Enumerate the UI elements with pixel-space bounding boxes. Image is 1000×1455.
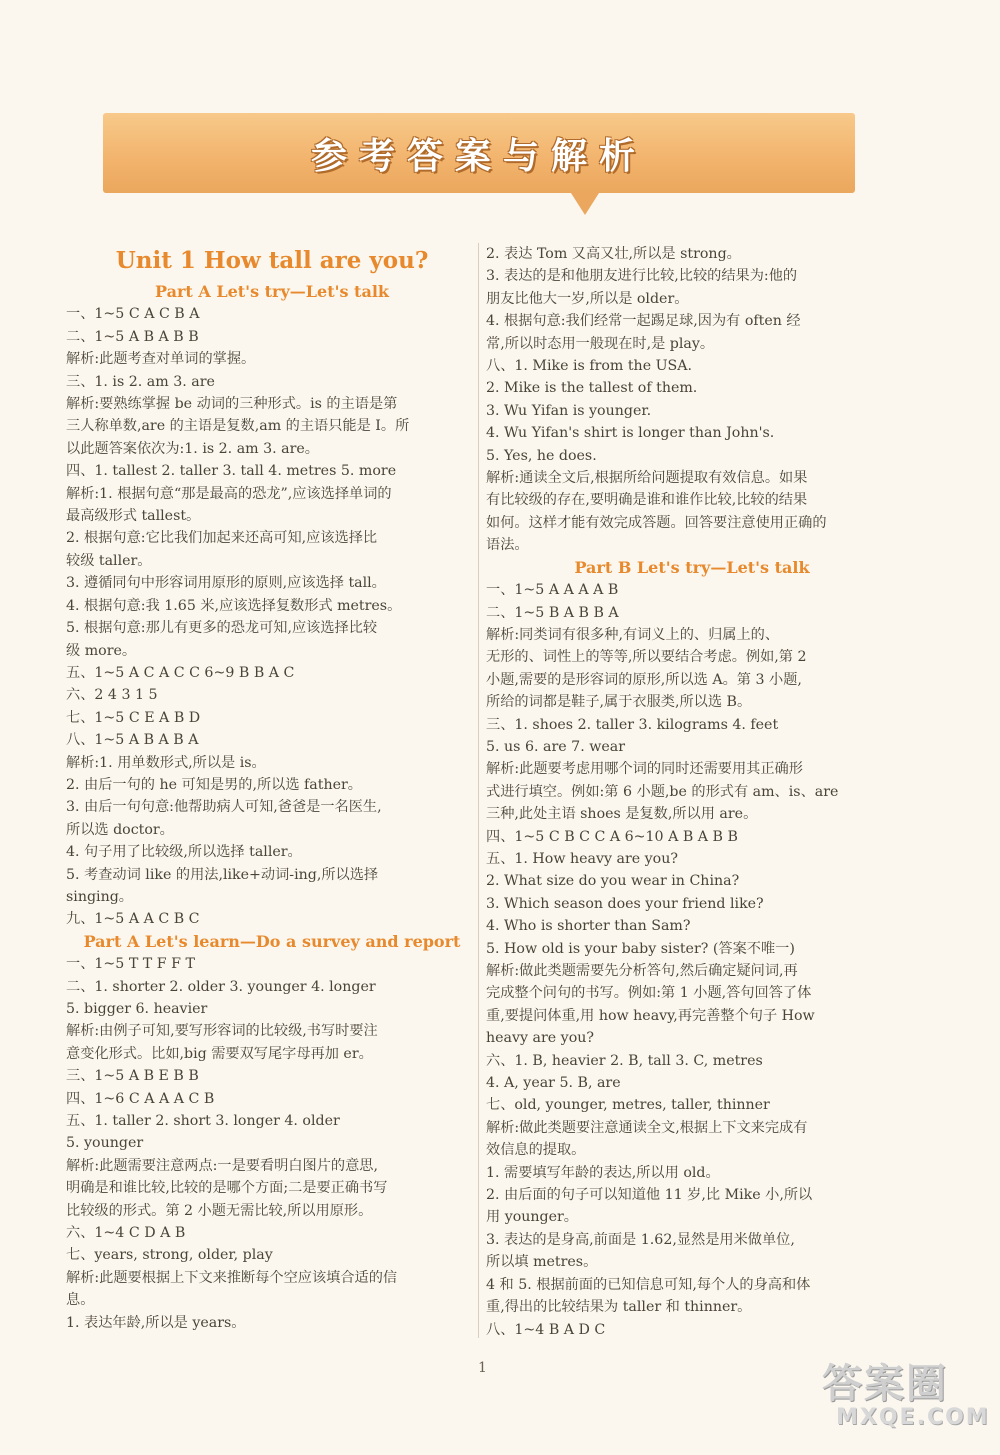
answer-line: 5. younger bbox=[66, 1135, 144, 1152]
answer-line: 五、1~5 A C A C C 6~9 B B A C bbox=[66, 664, 295, 681]
answer-line: 2. Mike is the tallest of them. bbox=[486, 380, 698, 397]
answer-line: 解析:做此类题需要先分析答句,然后确定疑问词,再 bbox=[486, 963, 798, 979]
answer-line: 语法。 bbox=[486, 537, 529, 554]
answer-line: 3. 遵循同句中形容词用原形的原则,应该选择 tall。 bbox=[66, 575, 386, 592]
answer-line: 比较级的形式。第 2 小题无需比较,所以用原形。 bbox=[66, 1202, 373, 1219]
answer-line: 七、old, younger, metres, taller, thinner bbox=[486, 1097, 770, 1114]
answer-line: 五、1. How heavy are you? bbox=[486, 850, 678, 867]
answer-line: 八、1~5 A B A B A bbox=[66, 732, 199, 749]
banner-title: 参考答案与解析 bbox=[310, 135, 647, 177]
answer-line: 一、1~5 A A A A B bbox=[486, 582, 619, 599]
answer-line: 二、1~5 B A B B A bbox=[486, 604, 619, 621]
answer-line: 无形的、词性上的等等,所以要结合考虑。例如,第 2 bbox=[486, 649, 807, 666]
answer-line: 4. A, year 5. B, are bbox=[486, 1075, 621, 1092]
answer-line: 解析:要熟练掌握 be 动词的三种形式。is 的主语是第 bbox=[66, 396, 398, 413]
answer-line: 如何。这样才能有效完成答题。回答要注意使用正确的 bbox=[486, 514, 827, 531]
answer-line: 四、1~5 C B C C A 6~10 A B A B B bbox=[486, 828, 738, 845]
answer-line: 4. 句子用了比较级,所以选择 taller。 bbox=[66, 844, 302, 861]
answer-line: singing。 bbox=[66, 888, 133, 905]
answer-line: 解析:此题要考虑用哪个词的同时还需要用其正确形 bbox=[486, 761, 803, 778]
unit-title: Unit 1 How tall are you? bbox=[115, 247, 429, 274]
answer-line: 3. 由后一句句意:他帮助病人可知,爸爸是一名医生, bbox=[66, 799, 382, 816]
banner-pointer bbox=[571, 193, 599, 215]
answer-line: 解析:此题要根据上下文来推断每个空应该填合适的信 bbox=[66, 1269, 398, 1286]
answer-line: 5. 考查动词 like 的用法,like+动词-ing,所以选择 bbox=[66, 866, 379, 883]
answer-line: 5. us 6. are 7. wear bbox=[486, 738, 625, 755]
answer-line: 3. Which season does your friend like? bbox=[486, 895, 764, 912]
answer-line: 2. 由后一句的 he 可知是男的,所以选 father。 bbox=[66, 776, 362, 793]
answer-line: 三人称单数,are 的主语是复数,am 的主语只能是 I。所 bbox=[66, 418, 410, 435]
answer-line: 5. How old is your baby sister? (答案不唯一) bbox=[486, 940, 795, 957]
answer-line: 级 more。 bbox=[66, 642, 137, 659]
answer-line: 九、1~5 A A C B C bbox=[66, 911, 200, 928]
answer-line: 一、1~5 C A C B A bbox=[66, 306, 200, 323]
answer-block-part-a-learn bbox=[66, 953, 478, 1334]
right-column bbox=[486, 243, 898, 1341]
section-title-part-a-talk: Part A Let's try—Let's talk bbox=[155, 282, 389, 301]
answer-line: 解析:通读全文后,根据所给问题提取有效信息。如果 bbox=[486, 470, 808, 487]
answer-line: 六、1. B, heavier 2. B, tall 3. C, metres bbox=[486, 1052, 763, 1069]
answer-line: 四、1~6 C A A A C B bbox=[66, 1090, 215, 1107]
answer-line: 4. Wu Yifan's shirt is longer than John's. bbox=[486, 425, 775, 442]
answer-block-continued bbox=[486, 243, 898, 557]
answer-line: 六、1~4 C D A B bbox=[66, 1225, 186, 1242]
answer-line: 1. 需要填写年龄的表达,所以用 old。 bbox=[486, 1164, 720, 1181]
page-number: 1 bbox=[478, 1360, 487, 1376]
answer-line: 四、1. tallest 2. taller 3. tall 4. metres 5. more bbox=[66, 463, 397, 480]
answer-line: 解析:由例子可知,要写形容词的比较级,书写时要注 bbox=[66, 1023, 378, 1040]
answer-line: 六、2 4 3 1 5 bbox=[66, 687, 158, 704]
answer-line: 3. 表达的是和他朋友进行比较,比较的结果为:他的 bbox=[486, 268, 798, 285]
answer-line: 重,要提问体重,用 how heavy,再完善整个句子 How bbox=[486, 1007, 815, 1024]
answer-line: heavy are you? bbox=[486, 1030, 594, 1047]
answer-line: 式进行填空。例如:第 6 小题,be 的形式有 am、is、are bbox=[486, 783, 839, 800]
answer-line: 4. 根据句意:我 1.65 米,应该选择复数形式 metres。 bbox=[66, 597, 402, 614]
answer-line: 明确是和谁比较,比较的是哪个方面;二是要正确书写 bbox=[66, 1180, 388, 1197]
watermark-logo: 答案圈 bbox=[822, 1361, 948, 1407]
answer-line: 所给的词都是鞋子,属于衣服类,所以选 B。 bbox=[486, 694, 752, 711]
answer-line: 三、1~5 A B E B B bbox=[66, 1068, 199, 1085]
answer-line: 所以选 doctor。 bbox=[66, 821, 174, 838]
answer-line: 最高级形式 tallest。 bbox=[66, 508, 201, 525]
answer-line: 解析:此题需要注意两点:一是要看明白图片的意思, bbox=[66, 1157, 379, 1174]
answer-line: 三种,此处主语 shoes 是复数,所以用 are。 bbox=[486, 806, 758, 823]
watermark bbox=[822, 1352, 992, 1448]
answer-line: 5. bigger 6. heavier bbox=[66, 1001, 208, 1017]
answer-line: 完成整个问句的书写。例如:第 1 小题,答句回答了体 bbox=[486, 985, 812, 1002]
answer-line: 解析:做此类题要注意通读全文,根据上下文来完成有 bbox=[486, 1119, 808, 1136]
left-column bbox=[66, 243, 478, 1334]
answer-line: 4. 根据句意:我们经常一起踢足球,因为有 often 经 bbox=[486, 313, 801, 330]
answer-line: 2. 表达 Tom 又高又壮,所以是 strong。 bbox=[486, 246, 741, 262]
section-title-part-a-learn: Part A Let's learn—Do a survey and report bbox=[83, 931, 461, 951]
watermark-url: MXQE.COM bbox=[836, 1405, 990, 1430]
answer-line: 一、1~5 T T F F T bbox=[66, 956, 195, 973]
answer-line: 七、years, strong, older, play bbox=[66, 1247, 273, 1264]
answer-line: 小题,需要的是形容词的原形,所以选 A。第 3 小题, bbox=[486, 671, 802, 688]
answer-line: 4 和 5. 根据前面的已知信息可知,每个人的身高和体 bbox=[486, 1276, 811, 1293]
answer-line: 解析:此题考查对单词的掌握。 bbox=[66, 351, 256, 368]
answer-line: 较级 taller。 bbox=[66, 552, 152, 569]
answer-line: 二、1~5 A B A B B bbox=[66, 328, 199, 345]
answer-block-part-b-talk bbox=[486, 579, 898, 1341]
title-banner bbox=[103, 113, 855, 193]
answer-line: 解析:同类词有很多种,有词义上的、归属上的、 bbox=[486, 626, 780, 643]
section-title-part-b-talk: Part B Let's try—Let's talk bbox=[574, 557, 810, 577]
answer-line: 常,所以时态用一般现在时,是 play。 bbox=[486, 335, 715, 352]
answer-line: 七、1~5 C E A B D bbox=[66, 709, 201, 726]
answer-block-part-a-talk bbox=[66, 303, 478, 930]
column-divider bbox=[478, 243, 479, 1338]
answer-line: 1. 表达年龄,所以是 years。 bbox=[66, 1314, 246, 1331]
answer-line: 5. Yes, he does. bbox=[486, 447, 597, 464]
answer-line: 息。 bbox=[66, 1292, 95, 1309]
answer-line: 5. 根据句意:那儿有更多的恐龙可知,应该选择比较 bbox=[66, 620, 378, 637]
answer-line: 重,得出的比较结果为 taller 和 thinner。 bbox=[486, 1299, 752, 1316]
answer-line: 解析:1. 根据句意“那是最高的恐龙”,应该选择单词的 bbox=[66, 485, 392, 502]
answer-line: 五、1. taller 2. short 3. longer 4. older bbox=[66, 1113, 340, 1130]
answer-line: 2. 由后面的句子可以知道他 11 岁,比 Mike 小,所以 bbox=[486, 1187, 813, 1204]
answer-line: 意变化形式。比如,big 需要双写尾字母再加 er。 bbox=[66, 1045, 373, 1062]
answer-line: 八、1~4 B A D C bbox=[486, 1321, 606, 1338]
answer-line: 4. Who is shorter than Sam? bbox=[486, 918, 691, 935]
answer-line: 解析:1. 用单数形式,所以是 is。 bbox=[66, 754, 266, 771]
answer-line: 用 younger。 bbox=[486, 1209, 578, 1226]
answer-line: 三、1. shoes 2. taller 3. kilograms 4. feet bbox=[486, 716, 779, 733]
answer-line: 以此题答案依次为:1. is 2. am 3. are。 bbox=[66, 440, 319, 457]
answer-line: 3. 表达的是身高,前面是 1.62,显然是用米做单位, bbox=[486, 1231, 795, 1248]
answer-line: 八、1. Mike is from the USA. bbox=[486, 358, 693, 375]
answer-line: 2. 根据句意:它比我们加起来还高可知,应该选择比 bbox=[66, 530, 378, 547]
answer-line: 3. Wu Yifan is younger. bbox=[486, 402, 652, 419]
answer-line: 效信息的提取。 bbox=[486, 1142, 586, 1159]
answer-line: 朋友比他大一岁,所以是 older。 bbox=[486, 290, 689, 307]
answer-line: 所以填 metres。 bbox=[486, 1254, 598, 1271]
answer-line: 三、1. is 2. am 3. are bbox=[66, 373, 215, 390]
answer-line: 有比较级的存在,要明确是谁和谁作比较,比较的结果 bbox=[486, 492, 808, 509]
answer-line: 2. What size do you wear in China? bbox=[486, 873, 740, 890]
answer-line: 二、1. shorter 2. older 3. younger 4. longer bbox=[66, 978, 376, 995]
